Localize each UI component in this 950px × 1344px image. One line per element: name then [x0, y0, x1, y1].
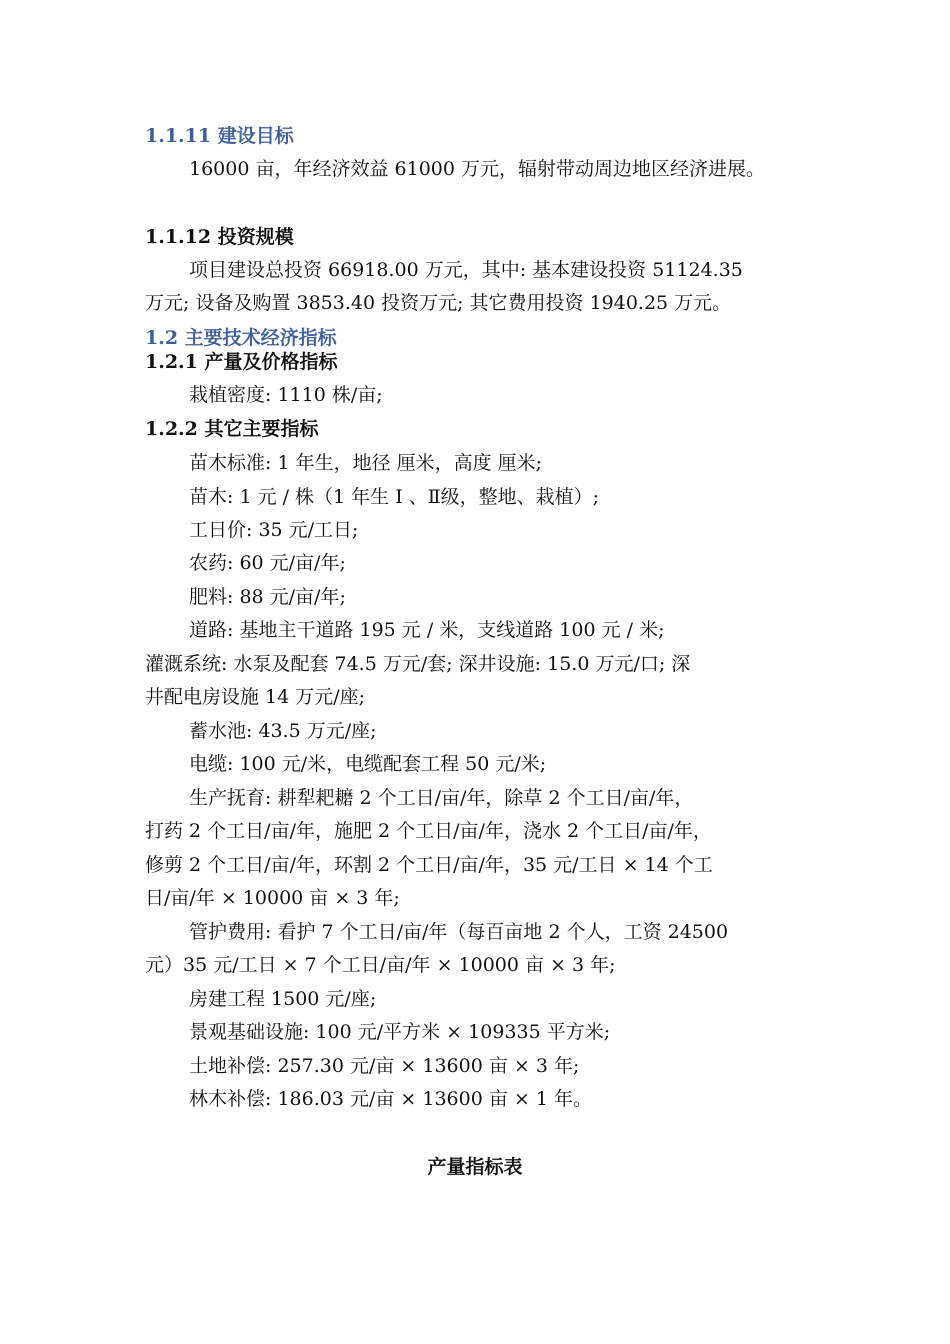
indicator-line: 工日价: 35 元/工日;: [189, 519, 359, 541]
heading-1-2-1: 1.2.1 产量及价格指标: [145, 351, 338, 373]
indicator-line: 井配电房设施 14 万元/座;: [145, 686, 366, 708]
indicator-line: 土地补偿: 257.30 元/亩 × 13600 亩 × 3 年;: [189, 1055, 580, 1077]
table-title: 产量指标表: [427, 1156, 523, 1178]
indicator-line: 元）35 元/工日 × 7 个工日/亩/年 × 10000 亩 × 3 年;: [145, 954, 616, 976]
heading-1-2: 1.2 主要技术经济指标: [145, 327, 337, 349]
indicator-line: 农药: 60 元/亩/年;: [189, 552, 346, 574]
paragraph-investment-line1: 项目建设总投资 66918.00 万元，其中: 基本建设投资 51124.35: [189, 259, 743, 281]
indicator-line: 蓄水池: 43.5 万元/座;: [189, 720, 377, 742]
paragraph-planting-density: 栽植密度: 1110 株/亩;: [189, 384, 383, 406]
paragraph-construction-goal: 16000 亩，年经济效益 61000 万元，辐射带动周边地区经济进展。: [189, 158, 766, 180]
indicator-line: 肥料: 88 元/亩/年;: [189, 586, 346, 608]
indicator-line: 房建工程 1500 元/座;: [189, 988, 377, 1010]
heading-1-2-2: 1.2.2 其它主要指标: [145, 418, 319, 440]
indicator-line: 苗木: 1 元 / 株（1 年生 Ⅰ 、Ⅱ级，整地、栽植）;: [189, 486, 600, 508]
indicator-line: 道路: 基地主干道路 195 元 / 米，支线道路 100 元 / 米;: [189, 619, 665, 641]
heading-1-1-12: 1.1.12 投资规模: [145, 226, 294, 248]
indicator-line: 苗木标准: 1 年生，地径 厘米，高度 厘米;: [189, 452, 543, 474]
indicator-line: 修剪 2 个工日/亩/年，环割 2 个工日/亩/年，35 元/工日 × 14 个工: [145, 854, 713, 876]
indicator-line: 生产抚育: 耕犁耙耱 2 个工日/亩/年，除草 2 个工日/亩/年，: [189, 787, 694, 809]
indicator-line: 灌溉系统: 水泵及配套 74.5 万元/套; 深井设施: 15.0 万元/口; 深: [145, 653, 691, 675]
indicator-line: 管护费用: 看护 7 个工日/亩/年（每百亩地 2 个人，工资 24500: [189, 921, 729, 943]
heading-1-1-11: 1.1.11 建设目标: [145, 125, 294, 147]
indicator-line: 打药 2 个工日/亩/年，施肥 2 个工日/亩/年，浇水 2 个工日/亩/年，: [145, 820, 712, 842]
indicator-line: 电缆: 100 元/米，电缆配套工程 50 元/米;: [189, 753, 547, 775]
indicator-line: 林木补偿: 186.03 元/亩 × 13600 亩 × 1 年。: [189, 1088, 592, 1110]
paragraph-investment-line2: 万元; 设备及购置 3853.40 投资万元; 其它费用投资 1940.25 万元。: [145, 292, 732, 314]
indicator-line: 日/亩/年 × 10000 亩 × 3 年;: [145, 887, 400, 909]
indicator-line: 景观基础设施: 100 元/平方米 × 109335 平方米;: [189, 1021, 611, 1043]
